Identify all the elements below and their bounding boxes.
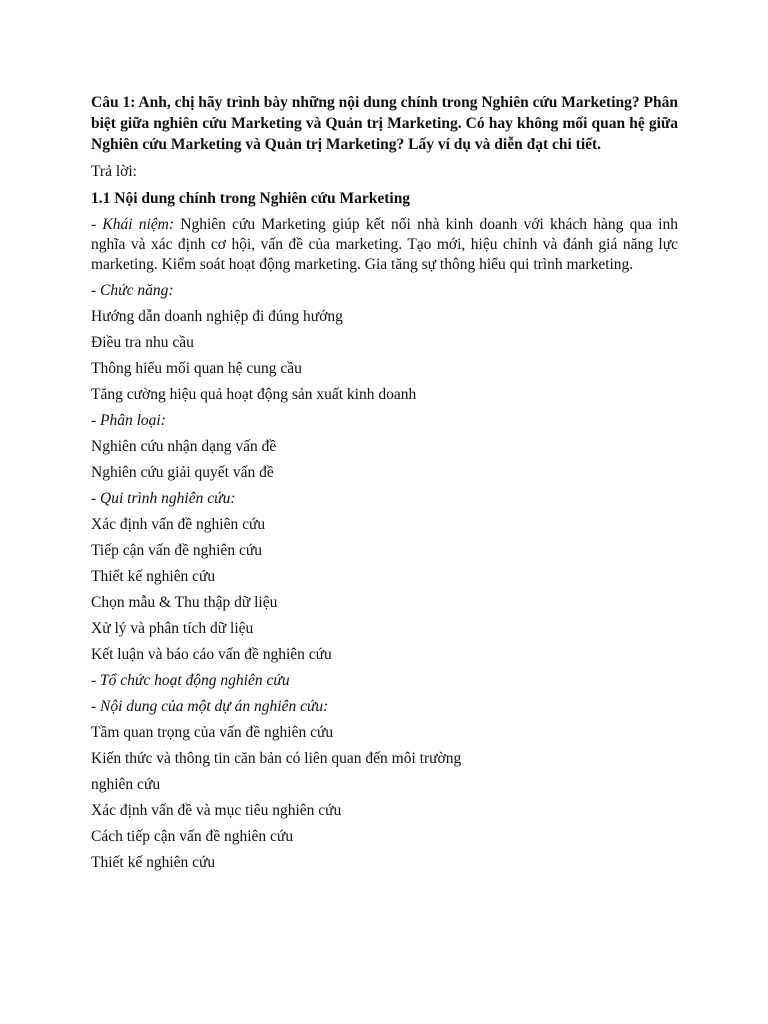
list-item: Kiến thức và thông tin căn bản có liên quan đến môi trường — [91, 750, 462, 767]
list-item: Chọn mẫu & Thu thập dữ liệu — [91, 594, 278, 611]
list-item: Thông hiểu mối quan hệ cung cầu — [91, 360, 302, 377]
classification-list — [91, 437, 678, 483]
list-item: Nghiên cứu giải quyết vấn đề — [91, 464, 274, 481]
list-item: Cách tiếp cận vấn đề nghiên cứu — [91, 828, 294, 845]
classification-label: - Phân loại: — [91, 412, 166, 429]
organization-label: - Tổ chức hoạt động nghiên cứu — [91, 672, 290, 689]
process-list — [91, 515, 678, 665]
list-item: Thiết kế nghiên cứu — [91, 854, 216, 871]
document-content — [91, 92, 678, 879]
list-item: Hướng dẫn doanh nghiệp đi đúng hướng — [91, 308, 343, 325]
list-item: Xác định vấn đề và mục tiêu nghiên cứu — [91, 802, 342, 819]
list-item: Thiết kế nghiên cứu — [91, 568, 216, 585]
concept-text: Nghiên cứu Marketing giúp kết nối nhà kinh doanh với khách hàng qua inh nghĩa và xác định cơ hội, vấn đề của marketing. Tạo mới, hiệu chỉnh và đánh giá năng lực marketing. Kiểm soát hoạt động marketing. Gia tăng sự thông hiểu qui trình marketing. — [91, 216, 678, 273]
functions-list — [91, 307, 678, 405]
list-item: Xác định vấn đề nghiên cứu — [91, 516, 266, 533]
functions-label: - Chức năng: — [91, 282, 174, 299]
list-item: Tiếp cận vấn đề nghiên cứu — [91, 542, 262, 559]
list-item: Tăng cường hiệu quả hoạt động sản xuất kinh doanh — [91, 386, 417, 403]
list-item: nghiên cứu — [91, 776, 161, 793]
list-item: Điều tra nhu cầu — [91, 334, 194, 351]
section-heading: 1.1 Nội dung chính trong Nghiên cứu Marketing — [91, 190, 411, 207]
answer-label: Trả lời: — [91, 163, 137, 180]
project-content-list — [91, 723, 678, 873]
process-label: - Qui trình nghiên cứu: — [91, 490, 236, 507]
list-item: Xử lý và phân tích dữ liệu — [91, 620, 254, 637]
list-item: Nghiên cứu nhận dạng vấn đề — [91, 438, 277, 455]
concept-paragraph — [91, 215, 678, 275]
project-content-label: - Nội dung của một dự án nghiên cứu: — [91, 698, 329, 715]
list-item: Tầm quan trọng của vấn đề nghiên cứu — [91, 724, 334, 741]
concept-label: - Khái niệm: — [91, 216, 175, 233]
question-text: Câu 1: Anh, chị hãy trình bày những nội dung chính trong Nghiên cứu Marketing? Phân biệt giữa nghiên cứu Marketing và Quản trị Marketing. Có hay không mối quan hệ giữa Nghiên cứu Marketing và Quản trị Marketing? Lấy ví dụ và diễn đạt chi tiết. — [91, 94, 678, 153]
list-item: Kết luận và báo cáo vấn đề nghiên cứu — [91, 646, 332, 663]
